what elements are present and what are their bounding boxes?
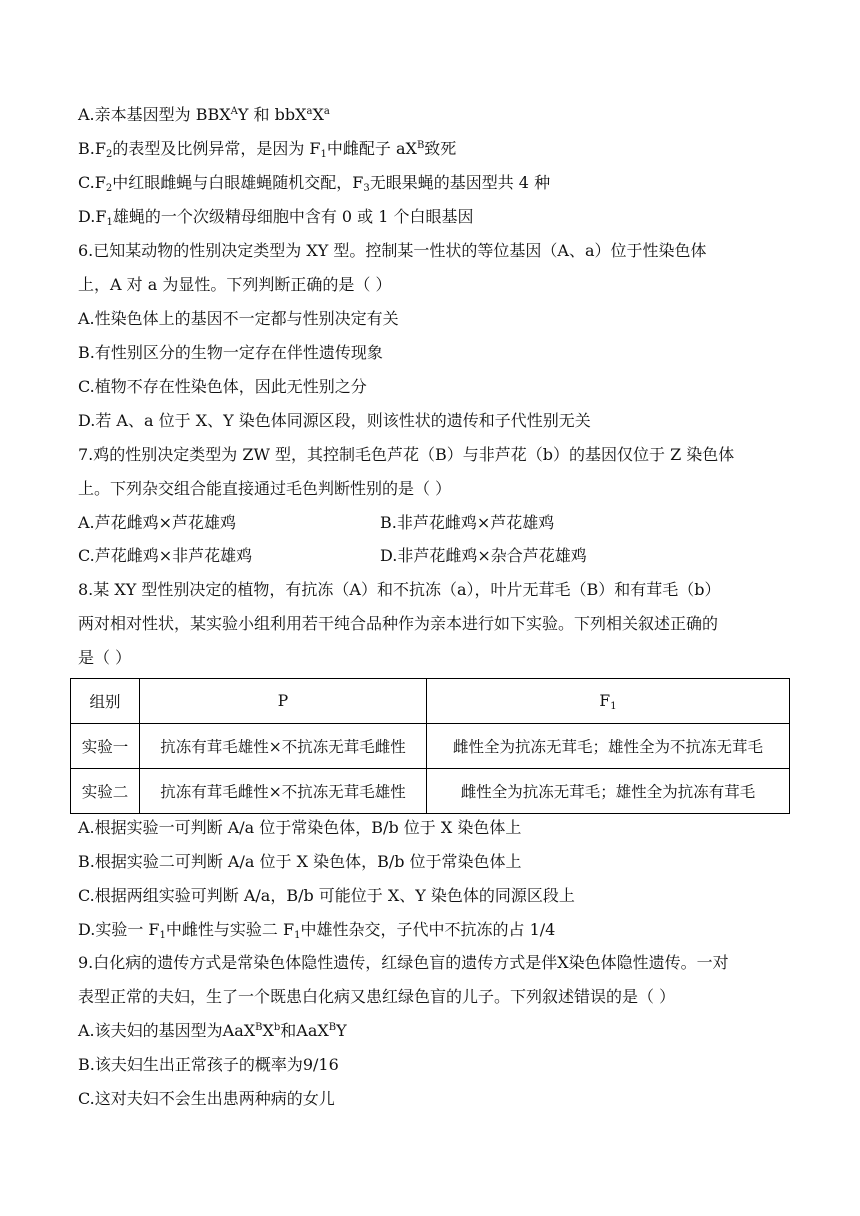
text: A.该夫妇的基因型为AaX bbox=[78, 1021, 256, 1040]
cell-f1: 雌性全为抗冻无茸毛；雄性全为不抗冻无茸毛 bbox=[427, 724, 790, 769]
q7-option-b: B.非芦花雌鸡×芦花雄鸡 bbox=[380, 513, 555, 532]
q5-option-c bbox=[78, 173, 550, 193]
q8-option-a: A.根据实验一可判断 A/a 位于常染色体，B/b 位于 X 染色体上 bbox=[78, 818, 522, 837]
q5-option-d bbox=[78, 207, 474, 227]
subscript: 1 bbox=[320, 149, 327, 160]
superscript: B bbox=[255, 1022, 263, 1033]
text: 中雌配子 aX bbox=[326, 139, 417, 158]
header-f1 bbox=[427, 679, 790, 724]
subscript: 1 bbox=[294, 930, 301, 941]
cell-f1: 雌性全为抗冻无茸毛；雄性全为抗冻有茸毛 bbox=[427, 769, 790, 814]
header-group: 组别 bbox=[71, 679, 140, 724]
q6-stem-line2: 上，A 对 a 为显性。下列判断正确的是（ ） bbox=[78, 275, 392, 294]
text: 中雌性与实验二 F bbox=[165, 920, 295, 939]
q6-option-a: A.性染色体上的基因不一定都与性别决定有关 bbox=[78, 309, 399, 328]
q8-option-c: C.根据两组实验可判断 A/a，B/b 可能位于 X、Y 染色体的同源区段上 bbox=[78, 886, 575, 905]
cell-parents: 抗冻有茸毛雌性×不抗冻无茸毛雄性 bbox=[140, 769, 427, 814]
q5-option-b bbox=[78, 139, 456, 159]
subscript: 3 bbox=[363, 183, 370, 194]
superscript: B bbox=[328, 1022, 337, 1033]
q7-stem-line2: 上。下列杂交组合能直接通过毛色判断性别的是（ ） bbox=[78, 479, 452, 498]
table-row bbox=[71, 769, 790, 814]
q9-option-c: C.这对夫妇不会生出患两种病的女儿 bbox=[78, 1089, 335, 1108]
experiment-table bbox=[70, 678, 790, 814]
cell-group: 实验一 bbox=[71, 724, 140, 769]
q9-option-b: B.该夫妇生出正常孩子的概率为9/16 bbox=[78, 1055, 339, 1074]
superscript: a bbox=[323, 106, 330, 117]
text: 雄蝇的一个次级精母细胞中含有 0 或 1 个白眼基因 bbox=[112, 207, 474, 226]
q9-stem-line2: 表型正常的夫妇，生了一个既患白化病又患红绿色盲的儿子。下列叙述错误的是（ ） bbox=[78, 987, 676, 1006]
subscript: 1 bbox=[159, 930, 166, 941]
text: X bbox=[312, 105, 324, 124]
superscript: a bbox=[306, 106, 313, 117]
superscript: A bbox=[230, 106, 238, 117]
superscript: b bbox=[273, 1022, 281, 1033]
text: C.F bbox=[78, 173, 106, 192]
text: Y 和 bbX bbox=[237, 105, 307, 124]
superscript: B bbox=[416, 140, 425, 151]
q8-stem-line3: 是（ ） bbox=[78, 648, 132, 667]
subscript: 2 bbox=[105, 149, 113, 160]
q7-option-c: C.芦花雌鸡×非芦花雄鸡 bbox=[78, 546, 253, 565]
q6-option-d: D.若 A、a 位于 X、Y 染色体同源区段，则该性状的遗传和子代性别无关 bbox=[78, 411, 591, 430]
q8-stem-line2: 两对相对性状，某实验小组利用若干纯合品种作为亲本进行如下实验。下列相关叙述正确的 bbox=[78, 614, 719, 633]
q6-option-b: B.有性别区分的生物一定存在伴性遗传现象 bbox=[78, 343, 383, 362]
table-row bbox=[71, 724, 790, 769]
q7-option-d: D.非芦花雌鸡×杂合芦花雄鸡 bbox=[380, 546, 587, 565]
subscript: 1 bbox=[610, 701, 617, 712]
q8-option-d bbox=[78, 920, 555, 940]
text: D.F bbox=[78, 207, 107, 226]
text: 无眼果蝇的基因型共 4 种 bbox=[369, 173, 551, 192]
subscript: 2 bbox=[105, 183, 113, 194]
text: X bbox=[262, 1021, 274, 1040]
q9-stem-line1: 9.白化病的遗传方式是常染色体隐性遗传，红绿色盲的遗传方式是伴X染色体隐性遗传。一对 bbox=[78, 953, 729, 972]
header-parents: P bbox=[140, 679, 427, 724]
text: A.亲本基因型为 BBX bbox=[78, 105, 231, 124]
text: D.实验一 F bbox=[78, 920, 160, 939]
text: 中雄性杂交，子代中不抗冻的占 1/4 bbox=[300, 920, 556, 939]
q8-stem-line1: 8.某 XY 型性别决定的植物，有抗冻（A）和不抗冻（a），叶片无茸毛（B）和有茸毛（b） bbox=[78, 580, 721, 599]
text: 致死 bbox=[424, 139, 457, 158]
subscript: 1 bbox=[106, 217, 113, 228]
q7-stem-line1: 7.鸡的性别决定类型为 ZW 型，其控制毛色芦花（B）与非芦花（b）的基因仅位于 Z 染色体 bbox=[78, 445, 735, 464]
q8-option-b: B.根据实验二可判断 A/a 位于 X 染色体，B/b 位于常染色体上 bbox=[78, 852, 522, 871]
cell-group: 实验二 bbox=[71, 769, 140, 814]
text: 和AaX bbox=[280, 1021, 329, 1040]
cell-parents: 抗冻有茸毛雄性×不抗冻无茸毛雌性 bbox=[140, 724, 427, 769]
q6-option-c: C.植物不存在性染色体，因此无性别之分 bbox=[78, 377, 367, 396]
q9-option-a bbox=[78, 1021, 347, 1041]
text: F bbox=[599, 692, 611, 710]
text: Y bbox=[336, 1021, 347, 1040]
table-header-row bbox=[71, 679, 790, 724]
q6-stem-line1: 6.已知某动物的性别决定类型为 XY 型。控制某一性状的等位基因（A、a）位于性染色体 bbox=[78, 241, 707, 260]
q5-option-a bbox=[78, 105, 330, 125]
text: 的表型及比例异常，是因为 F bbox=[112, 139, 321, 158]
q7-option-a: A.芦花雌鸡×芦花雄鸡 bbox=[78, 513, 237, 532]
text: B.F bbox=[78, 139, 106, 158]
text: 中红眼雌蝇与白眼雄蝇随机交配，F bbox=[112, 173, 364, 192]
